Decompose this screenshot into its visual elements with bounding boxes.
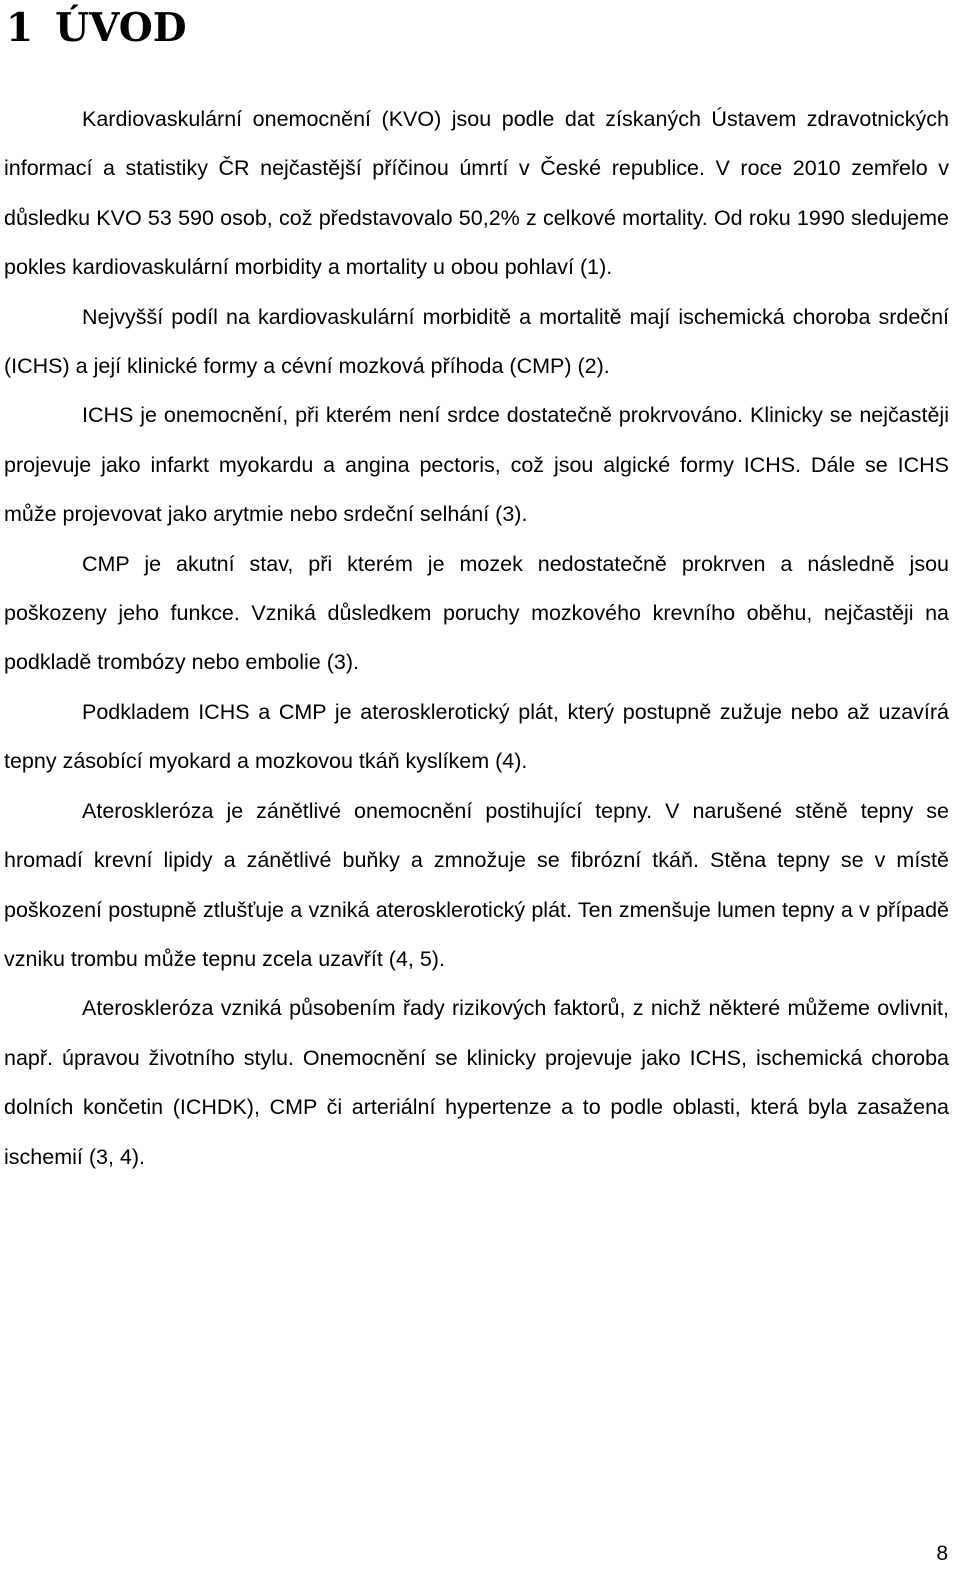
paragraph-kvo-statistics: Kardiovaskulární onemocnění (KVO) jsou podle dat získaných Ústavem zdravotnických informací a statistiky ČR nejčastější příčinou úmrtí v České republice. V roce 2010 zemřelo v důsledku KVO 53 590 osob, což představovalo 50,2% z celkové mortality. Od roku 1990 sledujeme pokles kardiovaskulární morbidity a mortality u obou pohlaví (1). bbox=[4, 107, 949, 280]
chapter-number: 1 bbox=[6, 5, 34, 51]
page-number: 8 bbox=[936, 1542, 948, 1565]
paragraph-atherosclerotic-plaque: Podkladem ICHS a CMP je aterosklerotický plát, který postupně zužuje nebo až uzavírá tepny zásobící myokard a mozkovou tkáň kyslíkem (4). bbox=[4, 699, 949, 774]
paragraph-cmp-definition: CMP je akutní stav, při kterém je mozek nedostatečně prokrven a následně jsou poškozeny jeho funkce. Vzniká důsledkem poruchy mozkového krevního oběhu, nejčastěji na podkladě trombózy nebo embolie (3). bbox=[4, 551, 949, 675]
chapter-heading bbox=[6, 2, 187, 54]
paragraph-atherosclerosis: Ateroskleróza je zánětlivé onemocnění postihující tepny. V narušené stěně tepny se hromadí krevní lipidy a zánětlivé buňky a zmnožuje se fibrózní tkáň. Stěna tepny se v místě poškození postupně ztlušťuje a vzniká aterosklerotický plát. Ten zmenšuje lumen tepny a v případě vzniku trombu může tepnu zcela uzavřít (4, 5). bbox=[4, 798, 949, 971]
body-text bbox=[4, 95, 949, 1182]
paragraph-risk-factors: Ateroskleróza vzniká působením řady rizikových faktorů, z nichž některé můžeme ovlivnit, např. úpravou životního stylu. Onemocnění se klinicky projevuje jako ICHS, ischemická choroba dolních končetin (ICHDK), CMP či arteriální hypertenze a to podle oblasti, která byla zasažena ischemií (3, 4). bbox=[4, 996, 949, 1169]
paragraph-ichs-definition: ICHS je onemocnění, při kterém není srdce dostatečně prokrvováno. Klinicky se nejčastěji projevuje jako infarkt myokardu a angina pectoris, což jsou algické formy ICHS. Dále se ICHS může projevovat jako arytmie nebo srdeční selhání (3). bbox=[4, 403, 949, 527]
paragraph-ichs-cmp-share: Nejvyšší podíl na kardiovaskulární morbiditě a mortalitě mají ischemická choroba srdeční (ICHS) a její klinické formy a cévní mozková příhoda (CMP) (2). bbox=[4, 304, 949, 379]
chapter-title: ÚVOD bbox=[55, 5, 187, 51]
